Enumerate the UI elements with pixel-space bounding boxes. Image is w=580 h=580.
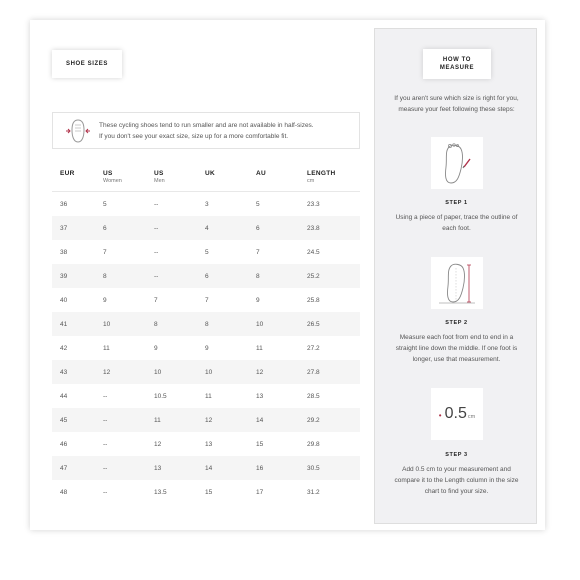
table-cell: 12	[103, 368, 111, 376]
step-1-text	[385, 212, 528, 234]
table-cell: 11	[103, 344, 110, 352]
table-cell: 7	[256, 248, 260, 256]
plus-dot-icon: •	[438, 411, 442, 420]
table-cell: 31.2	[307, 488, 320, 496]
table-cell: 9	[103, 296, 107, 304]
table-cell: 27.8	[307, 368, 320, 376]
table-cell: 11	[154, 416, 161, 424]
table-cell: 3	[205, 200, 209, 208]
header-uk: UK	[205, 170, 215, 177]
table-row	[52, 240, 360, 264]
table-cell: 5	[256, 200, 260, 208]
table-cell: 23.3	[307, 200, 320, 208]
table-row	[52, 312, 360, 336]
table-cell: 25.8	[307, 296, 320, 304]
table-cell: 41	[60, 320, 68, 328]
table-row	[52, 360, 360, 384]
table-cell: 10	[103, 320, 111, 328]
step-3-line-3: chart to find your size.	[424, 488, 489, 495]
measure-intro	[383, 93, 530, 115]
header-us-men: US Men	[154, 170, 165, 184]
measure-addition	[439, 405, 475, 423]
table-cell: 24.5	[307, 248, 320, 256]
step-1-line-1: Using a piece of paper, trace the outline of	[395, 214, 518, 221]
notice-line-1: These cycling shoes tend to run smaller and are not available in half-sizes.	[99, 121, 314, 129]
foot-trace-icon	[437, 141, 477, 185]
table-cell: 17	[256, 488, 264, 496]
size-table	[52, 162, 360, 504]
table-cell: 39	[60, 272, 68, 280]
table-cell: 10	[256, 320, 264, 328]
table-cell: 12	[205, 416, 213, 424]
sizing-notice	[52, 112, 360, 149]
step-1-title: STEP 1	[445, 200, 468, 206]
table-cell: 12	[256, 368, 264, 376]
table-cell: 13.5	[154, 488, 167, 496]
table-cell: 48	[60, 488, 68, 496]
table-cell: 26.5	[307, 320, 320, 328]
table-cell: 10	[154, 368, 162, 376]
step-3-image	[431, 388, 483, 440]
table-cell: --	[103, 440, 108, 448]
table-cell: --	[154, 200, 159, 208]
table-cell: 8	[154, 320, 158, 328]
table-cell: 5	[205, 248, 209, 256]
shoe-sizes-tab[interactable]	[52, 50, 122, 78]
table-cell: 23.8	[307, 224, 320, 232]
table-cell: 36	[60, 200, 68, 208]
table-row	[52, 408, 360, 432]
step-2-text	[385, 332, 528, 365]
shoe-sizes-title: SHOE SIZES	[65, 61, 108, 67]
step-3-text	[385, 464, 528, 497]
table-cell: 13	[154, 464, 162, 472]
table-cell: 9	[154, 344, 158, 352]
table-cell: 45	[60, 416, 68, 424]
table-cell: 16	[256, 464, 264, 472]
notice-text	[99, 120, 314, 142]
table-cell: 7	[103, 248, 107, 256]
step-3-line-2: compare it to the Length column in the size	[394, 477, 519, 484]
table-cell: 6	[205, 272, 209, 280]
table-cell: 42	[60, 344, 68, 352]
table-header	[52, 162, 360, 192]
table-cell: 6	[103, 224, 107, 232]
how-to-measure-panel	[374, 28, 537, 524]
table-cell: 7	[154, 296, 158, 304]
table-cell: 40	[60, 296, 68, 304]
table-cell: --	[103, 488, 108, 496]
how-to-measure-tab[interactable]	[423, 49, 491, 79]
step-2-line-1: Measure each foot from end to end in a	[399, 334, 514, 341]
table-cell: --	[154, 248, 159, 256]
table-row	[52, 192, 360, 216]
header-au: AU	[256, 170, 266, 177]
table-body	[52, 192, 360, 504]
table-cell: 25.2	[307, 272, 320, 280]
table-cell: 9	[205, 344, 209, 352]
table-row	[52, 336, 360, 360]
table-cell: 46	[60, 440, 68, 448]
step-2-line-2: straight line down the middle. If one foot is	[395, 345, 518, 352]
table-cell: 14	[256, 416, 264, 424]
table-row	[52, 288, 360, 312]
table-cell: 37	[60, 224, 68, 232]
measure-value: 0.5	[444, 405, 467, 422]
notice-line-2: If you don't see your exact size, size up for a more comfortable fit.	[99, 132, 289, 140]
step-2-line-3: longer, use that measurement.	[412, 356, 501, 363]
table-cell: --	[154, 224, 159, 232]
step-2-title: STEP 2	[445, 320, 468, 326]
table-cell: 10.5	[154, 392, 167, 400]
table-cell: --	[103, 464, 108, 472]
step-3-title: STEP 3	[445, 452, 468, 458]
table-cell: 14	[205, 464, 213, 472]
table-cell: 5	[103, 200, 107, 208]
header-eur: EUR	[60, 170, 75, 177]
intro-line-2: measure your feet following these steps:	[398, 106, 515, 113]
table-cell: 43	[60, 368, 68, 376]
table-cell: 47	[60, 464, 68, 472]
table-cell: 38	[60, 248, 68, 256]
table-cell: 7	[205, 296, 209, 304]
table-cell: 30.5	[307, 464, 320, 472]
table-cell: 15	[205, 488, 213, 496]
header-us-women: US Women	[103, 170, 122, 184]
table-cell: --	[154, 272, 159, 280]
foot-measure-icon	[435, 260, 479, 306]
table-row	[52, 384, 360, 408]
table-cell: 12	[154, 440, 162, 448]
table-cell: 9	[256, 296, 260, 304]
intro-line-1: If you aren't sure which size is right for you,	[394, 95, 519, 102]
measure-unit: cm	[467, 414, 476, 420]
table-cell: 6	[256, 224, 260, 232]
header-length: LENGTH cm	[307, 170, 336, 184]
table-row	[52, 264, 360, 288]
table-row	[52, 456, 360, 480]
shoe-icon	[63, 116, 93, 146]
step-3-line-1: Add 0.5 cm to your measurement and	[402, 466, 511, 473]
step-2-image	[431, 257, 483, 309]
table-cell: 11	[205, 392, 212, 400]
how-to-title-line-1: HOW TO	[442, 57, 472, 63]
table-cell: 29.2	[307, 416, 320, 424]
table-cell: 8	[256, 272, 260, 280]
step-1-image	[431, 137, 483, 189]
table-cell: 13	[256, 392, 264, 400]
table-cell: --	[103, 416, 108, 424]
table-cell: 44	[60, 392, 68, 400]
step-1-line-2: each foot.	[442, 225, 471, 232]
table-row	[52, 432, 360, 456]
table-cell: --	[103, 392, 108, 400]
table-cell: 28.5	[307, 392, 320, 400]
table-cell: 15	[256, 440, 264, 448]
table-cell: 27.2	[307, 344, 320, 352]
table-cell: 10	[205, 368, 213, 376]
table-row	[52, 480, 360, 504]
table-cell: 29.8	[307, 440, 320, 448]
table-row	[52, 216, 360, 240]
how-to-title-line-2: MEASURE	[439, 65, 475, 71]
table-cell: 11	[256, 344, 263, 352]
table-cell: 8	[103, 272, 107, 280]
table-cell: 8	[205, 320, 209, 328]
table-cell: 13	[205, 440, 213, 448]
table-cell: 4	[205, 224, 209, 232]
